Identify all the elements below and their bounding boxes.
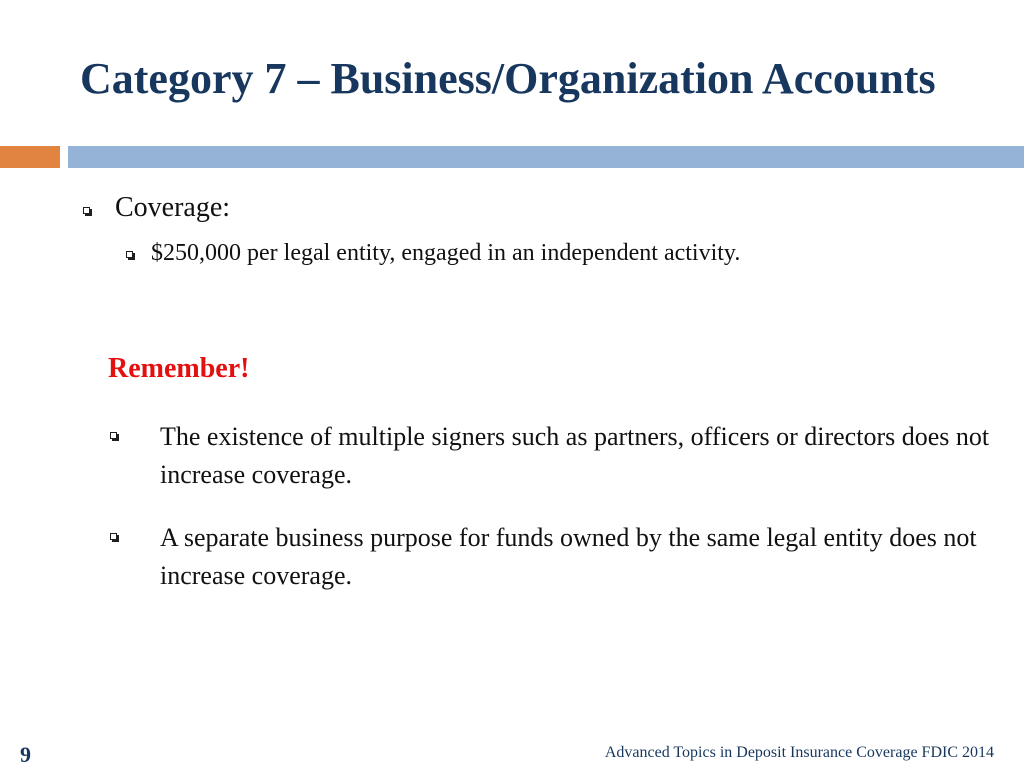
square-bullet-icon	[126, 251, 133, 258]
coverage-label: Coverage:	[115, 192, 231, 223]
point-item: The existence of multiple signers such as partners, officers or directors does not increase coverage.	[160, 422, 990, 489]
square-bullet-icon	[110, 533, 117, 540]
accent-bar-blue	[68, 146, 1024, 168]
point-item: A separate business purpose for funds owned by the same legal entity does not increase coverage.	[160, 523, 977, 590]
square-bullet-icon	[83, 207, 90, 214]
page-number: 9	[20, 742, 31, 767]
remember-heading: Remember!	[108, 353, 250, 384]
accent-bar-orange	[0, 146, 60, 168]
footer-caption: Advanced Topics in Deposit Insurance Coverage FDIC 2014	[604, 744, 994, 761]
coverage-detail: $250,000 per legal entity, engaged in an independent activity.	[151, 240, 741, 266]
slide-title: Category 7 – Business/Organization Accounts	[80, 54, 936, 103]
square-bullet-icon	[110, 432, 117, 439]
